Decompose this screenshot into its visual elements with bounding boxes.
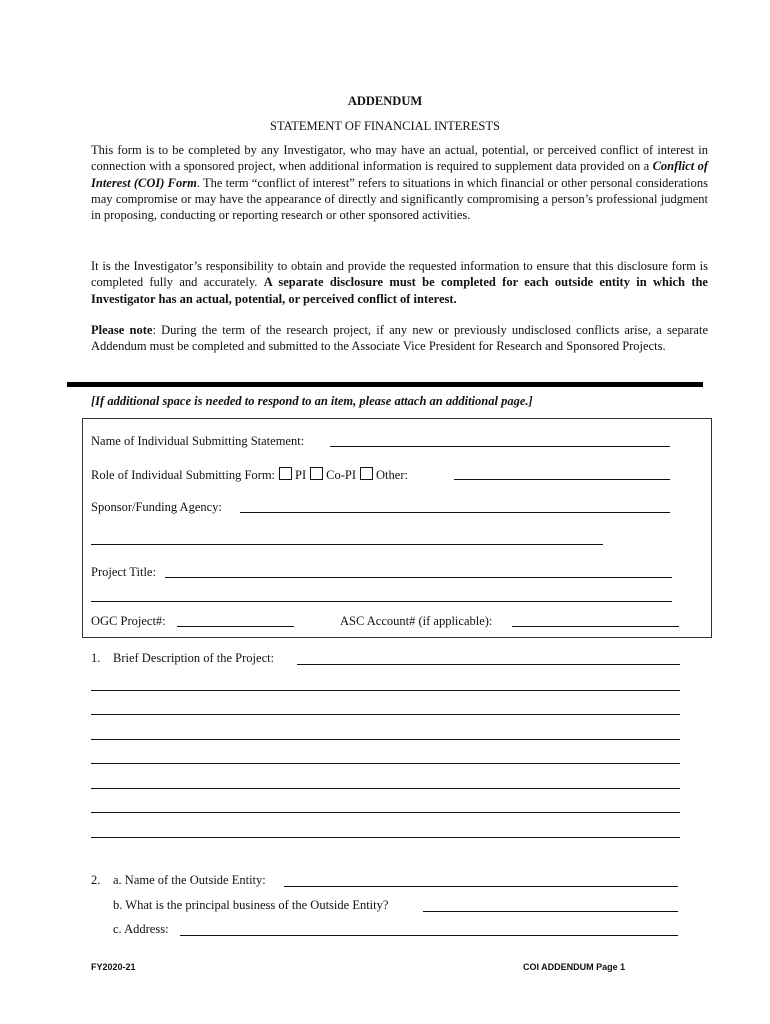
description-line[interactable] (91, 729, 680, 740)
principal-business-field[interactable] (423, 901, 678, 912)
q2-number: 2. (91, 873, 101, 887)
description-line[interactable] (91, 680, 680, 691)
pi-label: PI (295, 468, 307, 482)
additional-space-note: [If additional space is needed to respond to an item, please attach an additional page.] (91, 394, 533, 408)
description-field[interactable] (297, 654, 680, 665)
q1-number: 1. (91, 651, 101, 665)
copi-label: Co-PI (326, 468, 357, 482)
responsibility-paragraph (91, 258, 708, 307)
footer-page-label: COI ADDENDUM Page 1 (523, 962, 626, 972)
description-line[interactable] (91, 704, 680, 715)
q2b-label: b. What is the principal business of the Outside Entity? (113, 898, 389, 912)
role-row (91, 467, 408, 483)
pi-checkbox[interactable] (279, 467, 292, 480)
sponsor-field-line2[interactable] (91, 534, 603, 545)
ogc-field[interactable] (177, 616, 294, 627)
sponsor-label: Sponsor/Funding Agency: (91, 500, 222, 514)
copi-checkbox[interactable] (310, 467, 323, 480)
project-title-field[interactable] (165, 567, 672, 578)
footer-fiscal-year: FY2020-21 (91, 962, 136, 972)
form-title: ADDENDUM (347, 94, 423, 108)
name-label: Name of Individual Submitting Statement: (91, 434, 305, 448)
ogc-label: OGC Project#: (91, 614, 166, 628)
separate-disclosure-text: A separate disclosure must be completed for each outside entity in which the Investigator has an actual, potential, or perceived conflict of interest. (91, 275, 708, 306)
address-field[interactable] (180, 925, 678, 936)
description-line[interactable] (91, 753, 680, 764)
other-role-field[interactable] (454, 469, 670, 480)
section-divider (67, 382, 703, 387)
name-field[interactable] (330, 436, 670, 447)
please-note-paragraph (91, 322, 708, 355)
description-line[interactable] (91, 827, 680, 838)
responsibility-text: It is the Investigator’s responsibility to obtain and provide the requested information to ensure that this disclosure form is completed fully and accurately. (91, 259, 708, 290)
intro-text-cont: . The term “conflict of interest” refers to situations in which financial or other personal considerations may compromise or may have the appearance of directly and significantly compromising a person’s professional judgment in proposing, conducting or reporting research or other sponsored activities. (91, 175, 709, 223)
sponsor-field[interactable] (240, 502, 670, 513)
project-title-field-line2[interactable] (91, 591, 672, 602)
description-line[interactable] (91, 802, 680, 813)
asc-field[interactable] (512, 616, 679, 627)
intro-paragraph (91, 142, 708, 223)
form-subtitle: STATEMENT OF FINANCIAL INTERESTS (270, 119, 500, 133)
q2c-label: c. Address: (113, 922, 169, 936)
please-note-label: Please note (91, 323, 153, 337)
project-title-label: Project Title: (91, 565, 156, 579)
submitter-info-box (82, 418, 712, 638)
other-label: Other: (376, 468, 408, 482)
q2a-label: a. Name of the Outside Entity: (113, 873, 266, 887)
outside-entity-name-field[interactable] (284, 876, 678, 887)
other-checkbox[interactable] (360, 467, 373, 480)
coi-form-name: Conflict of Interest (COI) Form (91, 159, 709, 190)
q1-label: Brief Description of the Project: (113, 651, 275, 665)
description-line[interactable] (91, 778, 680, 789)
role-label: Role of Individual Submitting Form: (91, 468, 276, 482)
please-note-text: : During the term of the research project, if any new or previously undisclosed conflicts arise, a separate Addendum must be completed and submitted to the Associate Vice President for Research and Sponsored Projects. (91, 323, 708, 354)
intro-text: This form is to be completed by any Investigator, who may have an actual, potential, or perceived conflict of interest in connection with a sponsored project, when additional information is required to supplement data provided on a (91, 143, 708, 174)
asc-label: ASC Account# (if applicable): (340, 614, 493, 628)
